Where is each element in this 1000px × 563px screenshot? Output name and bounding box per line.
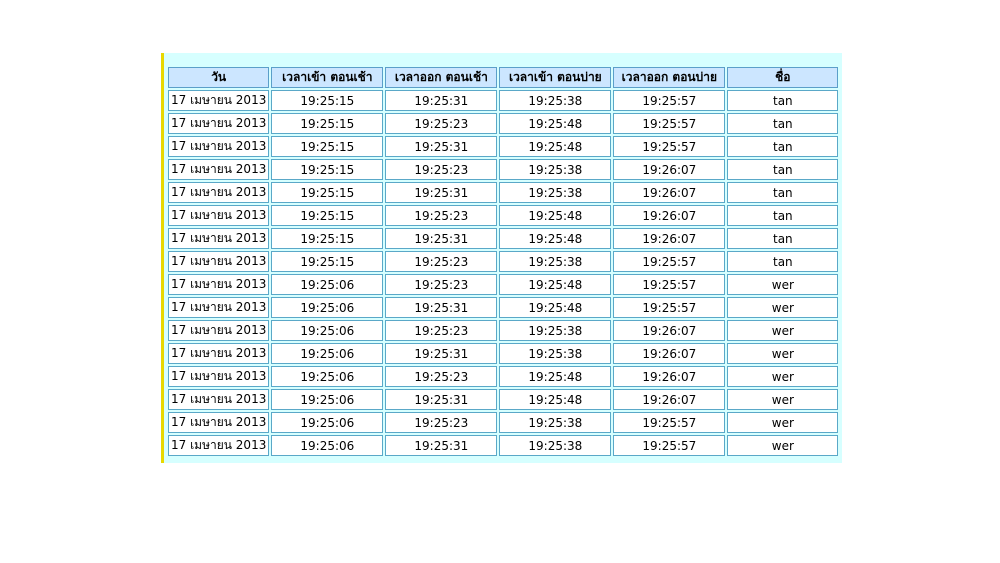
cell-afternoon-in: 19:25:38 — [499, 412, 611, 433]
cell-morning-in: 19:25:15 — [271, 205, 383, 226]
cell-afternoon-out: 19:25:57 — [613, 136, 725, 157]
header-name: ชื่อ — [727, 67, 838, 88]
cell-afternoon-out: 19:25:57 — [613, 435, 725, 456]
cell-afternoon-in: 19:25:38 — [499, 159, 611, 180]
cell-name: wer — [727, 343, 838, 364]
cell-afternoon-out: 19:25:57 — [613, 90, 725, 111]
cell-date: 17 เมษายน 2013 — [168, 182, 269, 203]
cell-morning-in: 19:25:06 — [271, 297, 383, 318]
cell-morning-in: 19:25:15 — [271, 182, 383, 203]
cell-date: 17 เมษายน 2013 — [168, 274, 269, 295]
cell-afternoon-in: 19:25:38 — [499, 435, 611, 456]
cell-name: tan — [727, 113, 838, 134]
cell-afternoon-in: 19:25:38 — [499, 90, 611, 111]
cell-name: tan — [727, 251, 838, 272]
cell-morning-out: 19:25:31 — [385, 228, 497, 249]
cell-morning-out: 19:25:23 — [385, 412, 497, 433]
cell-date: 17 เมษายน 2013 — [168, 90, 269, 111]
cell-afternoon-in: 19:25:38 — [499, 320, 611, 341]
table-row — [168, 113, 838, 134]
cell-morning-out: 19:25:23 — [385, 205, 497, 226]
cell-morning-in: 19:25:15 — [271, 228, 383, 249]
cell-afternoon-out: 19:26:07 — [613, 366, 725, 387]
table-row — [168, 366, 838, 387]
cell-morning-in: 19:25:06 — [271, 366, 383, 387]
cell-afternoon-in: 19:25:48 — [499, 136, 611, 157]
cell-morning-out: 19:25:23 — [385, 113, 497, 134]
cell-afternoon-out: 19:26:07 — [613, 389, 725, 410]
cell-afternoon-out: 19:26:07 — [613, 205, 725, 226]
table-row — [168, 320, 838, 341]
cell-date: 17 เมษายน 2013 — [168, 205, 269, 226]
cell-morning-out: 19:25:31 — [385, 136, 497, 157]
cell-afternoon-in: 19:25:38 — [499, 182, 611, 203]
table-row — [168, 251, 838, 272]
cell-date: 17 เมษายน 2013 — [168, 412, 269, 433]
cell-date: 17 เมษายน 2013 — [168, 113, 269, 134]
cell-name: tan — [727, 205, 838, 226]
header-afternoon-in: เวลาเข้า ตอนบ่าย — [499, 67, 611, 88]
cell-date: 17 เมษายน 2013 — [168, 343, 269, 364]
cell-afternoon-in: 19:25:38 — [499, 343, 611, 364]
table-row — [168, 412, 838, 433]
cell-name: wer — [727, 320, 838, 341]
cell-date: 17 เมษายน 2013 — [168, 251, 269, 272]
cell-morning-in: 19:25:06 — [271, 389, 383, 410]
table-row — [168, 228, 838, 249]
cell-date: 17 เมษายน 2013 — [168, 389, 269, 410]
cell-date: 17 เมษายน 2013 — [168, 320, 269, 341]
cell-name: wer — [727, 297, 838, 318]
cell-afternoon-in: 19:25:48 — [499, 113, 611, 134]
cell-afternoon-out: 19:25:57 — [613, 297, 725, 318]
cell-name: wer — [727, 366, 838, 387]
cell-afternoon-out: 19:25:57 — [613, 412, 725, 433]
cell-morning-out: 19:25:31 — [385, 90, 497, 111]
cell-name: wer — [727, 274, 838, 295]
cell-date: 17 เมษายน 2013 — [168, 435, 269, 456]
cell-date: 17 เมษายน 2013 — [168, 297, 269, 318]
cell-morning-in: 19:25:06 — [271, 412, 383, 433]
table-row — [168, 274, 838, 295]
table-row — [168, 136, 838, 157]
cell-morning-in: 19:25:06 — [271, 343, 383, 364]
header-morning-out: เวลาออก ตอนเช้า — [385, 67, 497, 88]
cell-afternoon-in: 19:25:48 — [499, 274, 611, 295]
cell-morning-out: 19:25:31 — [385, 435, 497, 456]
cell-afternoon-out: 19:25:57 — [613, 251, 725, 272]
table-row — [168, 182, 838, 203]
cell-date: 17 เมษายน 2013 — [168, 136, 269, 157]
cell-morning-in: 19:25:15 — [271, 113, 383, 134]
table-row — [168, 435, 838, 456]
cell-name: tan — [727, 136, 838, 157]
cell-afternoon-in: 19:25:48 — [499, 366, 611, 387]
cell-morning-out: 19:25:31 — [385, 343, 497, 364]
cell-name: wer — [727, 389, 838, 410]
cell-morning-out: 19:25:23 — [385, 274, 497, 295]
header-date: วัน — [168, 67, 269, 88]
cell-morning-in: 19:25:06 — [271, 435, 383, 456]
table-row — [168, 205, 838, 226]
table-row — [168, 297, 838, 318]
cell-afternoon-out: 19:26:07 — [613, 343, 725, 364]
attendance-table — [166, 65, 840, 458]
cell-afternoon-in: 19:25:48 — [499, 228, 611, 249]
cell-name: wer — [727, 435, 838, 456]
cell-afternoon-out: 19:26:07 — [613, 228, 725, 249]
cell-morning-in: 19:25:06 — [271, 274, 383, 295]
cell-morning-out: 19:25:31 — [385, 182, 497, 203]
cell-name: tan — [727, 90, 838, 111]
table-body — [168, 90, 838, 456]
cell-morning-out: 19:25:31 — [385, 297, 497, 318]
cell-morning-in: 19:25:15 — [271, 159, 383, 180]
cell-afternoon-in: 19:25:48 — [499, 205, 611, 226]
cell-afternoon-out: 19:26:07 — [613, 159, 725, 180]
cell-morning-in: 19:25:15 — [271, 90, 383, 111]
cell-name: tan — [727, 159, 838, 180]
cell-name: wer — [727, 412, 838, 433]
header-row — [168, 67, 838, 88]
table-row — [168, 389, 838, 410]
cell-morning-in: 19:25:06 — [271, 320, 383, 341]
header-morning-in: เวลาเข้า ตอนเช้า — [271, 67, 383, 88]
cell-date: 17 เมษายน 2013 — [168, 228, 269, 249]
cell-name: tan — [727, 228, 838, 249]
cell-morning-out: 19:25:31 — [385, 389, 497, 410]
cell-morning-out: 19:25:23 — [385, 366, 497, 387]
cell-afternoon-in: 19:25:48 — [499, 389, 611, 410]
cell-date: 17 เมษายน 2013 — [168, 159, 269, 180]
attendance-panel — [161, 53, 842, 463]
cell-morning-in: 19:25:15 — [271, 251, 383, 272]
cell-morning-in: 19:25:15 — [271, 136, 383, 157]
table-row — [168, 159, 838, 180]
table-row — [168, 343, 838, 364]
cell-afternoon-out: 19:26:07 — [613, 182, 725, 203]
table-row — [168, 90, 838, 111]
cell-afternoon-out: 19:25:57 — [613, 113, 725, 134]
cell-date: 17 เมษายน 2013 — [168, 366, 269, 387]
cell-afternoon-in: 19:25:48 — [499, 297, 611, 318]
cell-afternoon-out: 19:26:07 — [613, 320, 725, 341]
cell-name: tan — [727, 182, 838, 203]
cell-afternoon-out: 19:25:57 — [613, 274, 725, 295]
header-afternoon-out: เวลาออก ตอนบ่าย — [613, 67, 725, 88]
cell-morning-out: 19:25:23 — [385, 320, 497, 341]
cell-morning-out: 19:25:23 — [385, 251, 497, 272]
cell-afternoon-in: 19:25:38 — [499, 251, 611, 272]
cell-morning-out: 19:25:23 — [385, 159, 497, 180]
